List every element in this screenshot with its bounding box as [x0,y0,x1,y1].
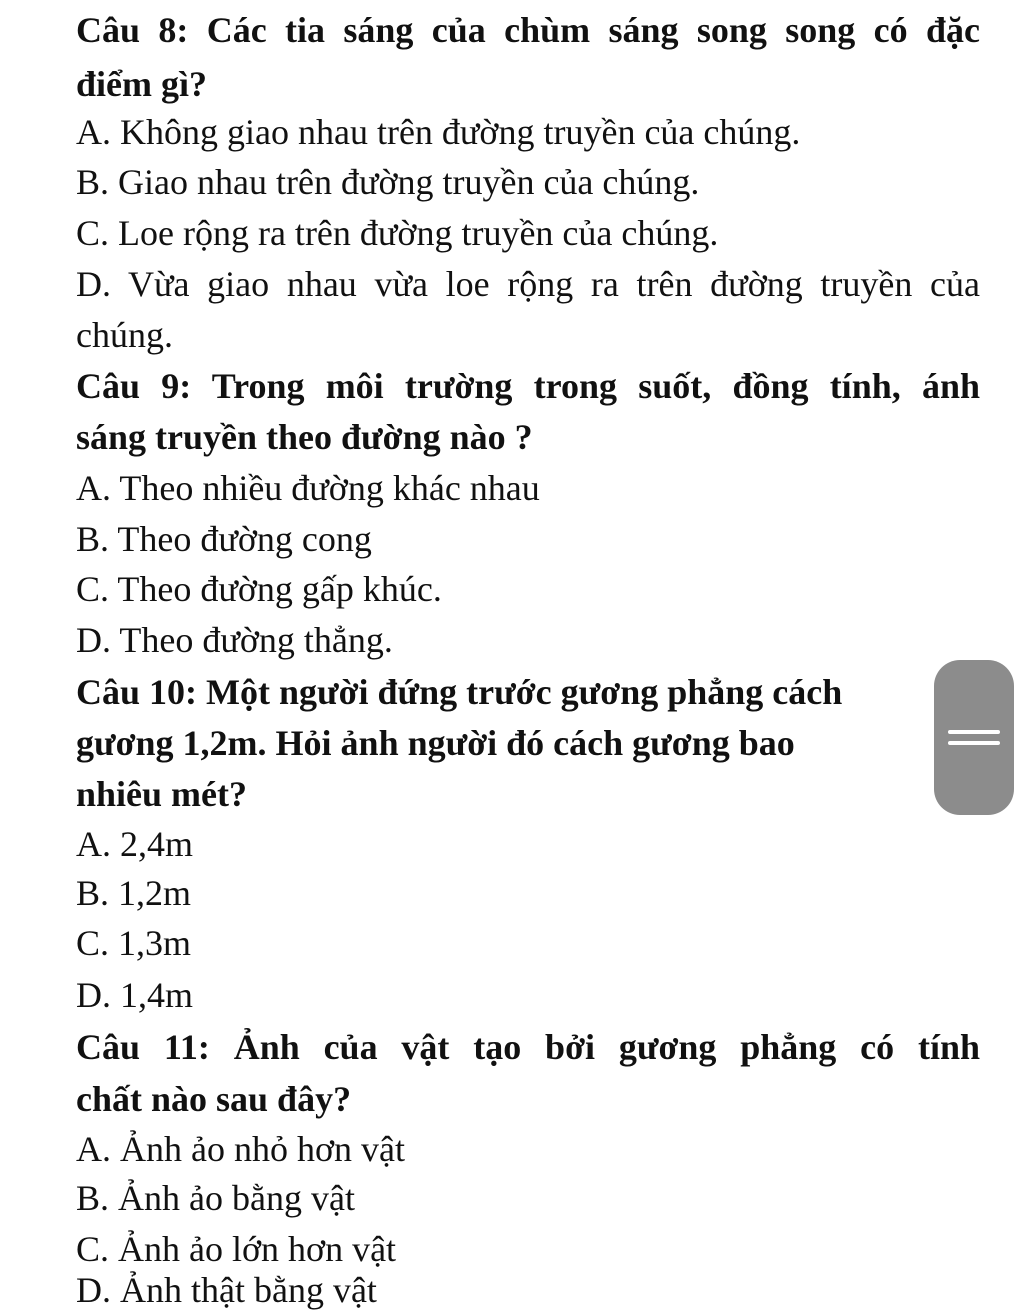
question-11-title-line-2: chất nào sau đây? [76,1079,352,1119]
question-11-option-c: C. Ảnh ảo lớn hơn vật [76,1229,397,1269]
question-10-option-d: D. 1,4m [76,975,193,1015]
question-8-option-d-continued: chúng. [76,315,173,355]
question-11-option-d: D. Ảnh thật bằng vật [76,1270,377,1310]
question-11-title-line-1: Câu 11: Ảnh của vật tạo bởi gương phẳng có tính [76,1027,980,1067]
question-10-option-b: B. 1,2m [76,873,192,913]
question-9-option-d: D. Theo đường thẳng. [76,620,393,660]
question-9-option-b: B. Theo đường cong [76,519,372,559]
question-10-option-c: C. 1,3m [76,923,192,963]
question-10-title-line-1: Câu 10: Một người đứng trước gương phẳng cách [76,672,843,712]
question-8-title-line-2: điểm gì? [76,64,207,104]
question-9-title-line-2: sáng truyền theo đường nào ? [76,417,533,457]
question-10-title-line-3: nhiêu mét? [76,774,247,814]
question-8-option-a: A. Không giao nhau trên đường truyền của chúng. [76,112,801,152]
question-8-option-b: B. Giao nhau trên đường truyền của chúng. [76,162,700,202]
question-10-title-line-2: gương 1,2m. Hỏi ảnh người đó cách gương bao [76,723,795,763]
question-11-option-b: B. Ảnh ảo bằng vật [76,1178,355,1218]
question-10-option-a: A. 2,4m [76,824,193,864]
question-11-option-d-clip [76,1268,377,1310]
scroll-handle[interactable] [934,660,1014,815]
question-11-option-a: A. Ảnh ảo nhỏ hơn vật [76,1129,405,1169]
question-8-option-c: C. Loe rộng ra trên đường truyền của chúng. [76,213,719,253]
question-9-title-line-1: Câu 9: Trong môi trường trong suốt, đồng tính, ánh [76,366,980,406]
question-9-option-c: C. Theo đường gấp khúc. [76,569,442,609]
question-8-title-line-1: Câu 8: Các tia sáng của chùm sáng song song có đặc [76,10,980,50]
question-8-option-d: D. Vừa giao nhau vừa loe rộng ra trên đường truyền của [76,264,980,304]
question-9-option-a: A. Theo nhiều đường khác nhau [76,468,540,508]
